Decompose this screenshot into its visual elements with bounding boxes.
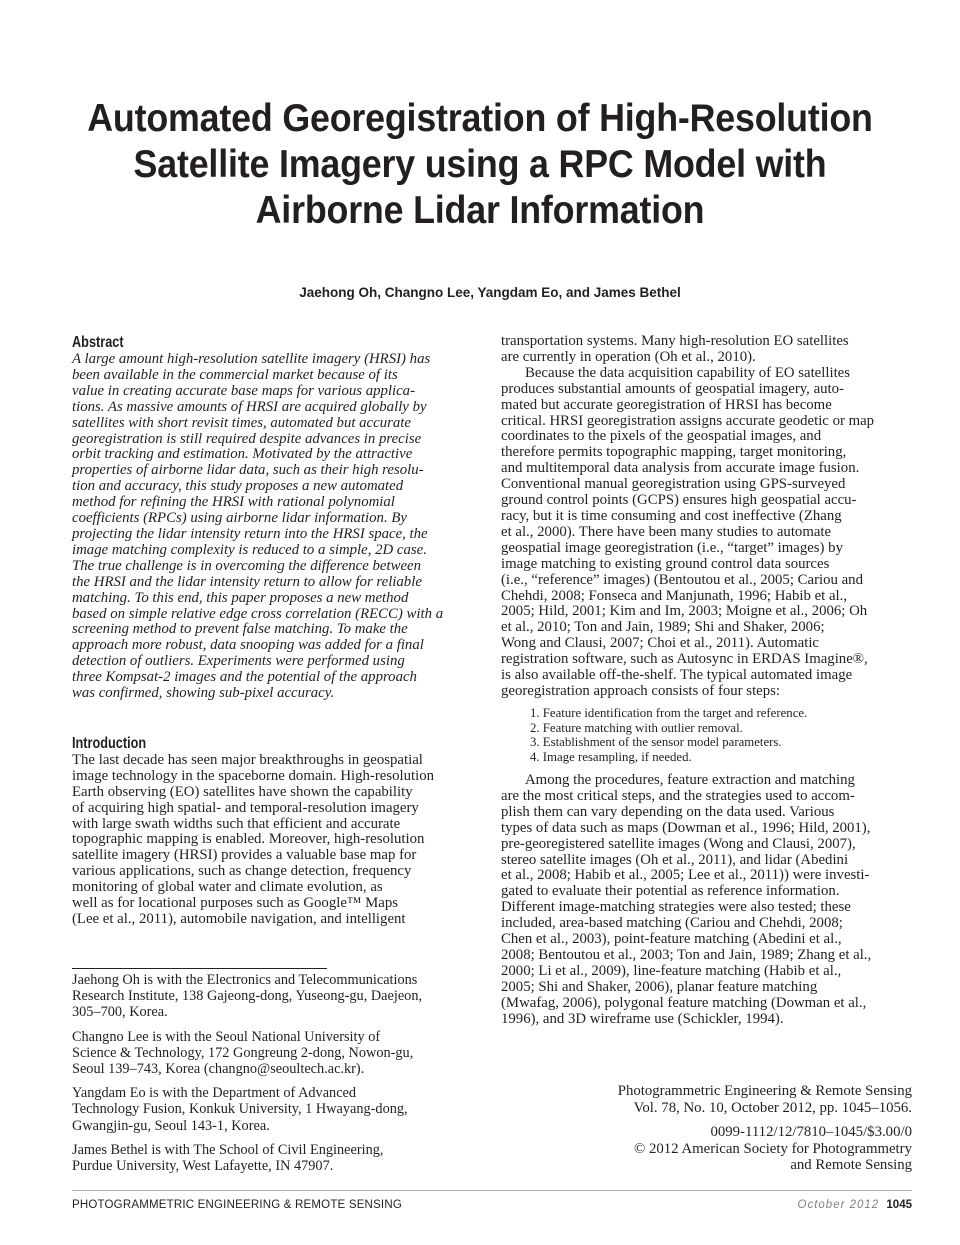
text-line: of acquiring high spatial- and temporal-resolution imagery (72, 799, 419, 816)
footer-journal-name: PHOTOGRAMMETRIC ENGINEERING & REMOTE SENSING (72, 1199, 402, 1211)
abstract-heading: Abstract (72, 334, 124, 351)
text-line: (Lee et al., 2011), automobile navigation, and intelligent (72, 911, 406, 927)
step-item: 1. Feature identification from the target and reference. (530, 705, 808, 720)
text-line: Research Institute, 138 Gajeong-dong, Yuseong-gu, Daejeon, (72, 988, 423, 1005)
text-line: approach more robust, data snooping was added for a final (72, 637, 424, 654)
text-line: is also available off-the-shelf. The typical automated image (501, 667, 853, 684)
text-line: georegistration approach consists of four steps: (501, 682, 781, 699)
text-line: matching. To this end, this paper proposes a new method (72, 589, 409, 606)
title-line: Satellite Imagery using a RPC Model with (133, 143, 827, 186)
step-item: 3. Establishment of the sensor model parameters. (530, 735, 782, 750)
text-line: Jaehong Oh is with the Electronics and Telecommunications (72, 972, 418, 988)
text-line: with large swath widths such that efficient and accurate (72, 815, 401, 832)
text-line: orbit tracking and estimation. Motivated by the attractive (72, 446, 413, 463)
affiliation-note (72, 972, 492, 1021)
text-line: James Bethel is with The School of Civil Engineering, (72, 1141, 384, 1158)
text-line: georegistration is still required despite advances in precise (72, 430, 422, 447)
text-line: Chen et al., 2003), point-feature matching (Abedini et al., (501, 931, 842, 948)
text-line: mated but accurate georegistration of HRSI has become (501, 396, 832, 413)
text-line: was confirmed, showing sub-pixel accuracy. (72, 685, 335, 702)
text-line: 2000; Li et al., 2009), line-feature matching (Habib et al., (501, 962, 842, 979)
text-line: based on simple relative edge cross correlation (RECC) with a (72, 605, 444, 622)
text-line: included, area-based matching (Cariou and Chehdi, 2008; (501, 915, 843, 932)
text-line: the HRSI and the lidar intensity return to allow for reliable (72, 573, 422, 590)
text-line: coordinates to the pixels of the geospatial images, and (501, 428, 822, 445)
text-line: Science & Technology, 172 Gongreung 2-dong, Nowon-gu, (72, 1044, 414, 1061)
abstract-text (72, 352, 480, 702)
right-column (501, 334, 913, 1028)
step-item: 2. Feature matching with outlier removal. (530, 720, 743, 735)
text-line: 1996), and 3D wireframe use (Schickler, 1994). (501, 1010, 784, 1027)
text-line: therefore permits topographic mapping, target monitoring, (501, 444, 847, 461)
introduction-text (72, 753, 480, 928)
text-line: satellite imagery (HRSI) provides a valuable base map for (72, 847, 417, 864)
text-line: three Kompsat-2 images and the potential of the approach (72, 669, 417, 686)
text-line: Photogrammetric Engineering & Remote Sensing (617, 1083, 912, 1099)
journal-info (532, 1083, 912, 1182)
text-line: value in creating accurate base maps for various applica- (72, 382, 416, 399)
text-line: Changno Lee is with the Seoul National University of (72, 1028, 381, 1045)
text-line: satellites with short revisit times, automated but accurate (72, 414, 411, 431)
copyright-info (532, 1124, 912, 1174)
text-line: projecting the lidar intensity return into the HRSI space, the (72, 525, 428, 542)
text-line: racy, but it is time consuming and cost ineffective (Zhang (501, 507, 842, 524)
text-line: been available in the commercial market because of its (72, 366, 398, 383)
text-line: Wong and Clausi, 2007; Choi et al., 2011). Automatic (501, 635, 820, 652)
text-line: (Mwafag, 2006), polygonal feature matching (Dowman et al., (501, 994, 867, 1011)
text-line: image technology in the spaceborne domain. High-resolution (72, 767, 435, 784)
text-line: various applications, such as change detection, frequency (72, 863, 412, 880)
text-line: et al., 2000). There have been many studies to automate (501, 523, 832, 540)
text-line: et al., 2010; Ton and Jain, 1989; Shi and Shaker, 2006; (501, 619, 825, 636)
text-line: (i.e., “reference” images) (Bentoutou et al., 2005; Cariou and (501, 571, 863, 588)
paper-title (71, 96, 889, 234)
text-line: coefficients (RPCs) using airborne lidar information. By (72, 510, 407, 527)
title-line: Automated Georegistration of High-Resolution (87, 97, 873, 140)
text-line: tion and accuracy, this study proposes a new automated (72, 478, 404, 495)
text-line: screening method to prevent false matching. To make the (72, 621, 408, 638)
text-line: plish them can vary depending on the data used. Various (501, 803, 835, 820)
text-line: ground control points (GCPS) ensures high geospatial accu- (501, 492, 857, 509)
text-line: geospatial image georegistration (i.e., “target” images) by (501, 539, 843, 556)
text-line: 2008; Bentoutou et al., 2003; Ton and Jain, 1989; Zhang et al., (501, 947, 872, 963)
text-line: method for refining the HRSI with rational polynomial (72, 494, 395, 511)
text-line: gated to evaluate their potential as reference information. (501, 883, 840, 900)
text-line: produces substantial amounts of geospatial imagery, auto- (501, 380, 844, 397)
citation-info (532, 1083, 912, 1116)
footer-month: October 2012 (797, 1199, 880, 1211)
text-line: A large amount high-resolution satellite imagery (HRSI) has (72, 351, 431, 367)
text-line: Vol. 78, No. 10, October 2012, pp. 1045–1056. (633, 1099, 912, 1116)
text-line: image matching to existing ground control data sources (501, 555, 830, 572)
introduction-heading: Introduction (72, 734, 147, 752)
text-line: registration software, such as Autosync in ERDAS Imagine®, (501, 651, 868, 668)
affiliation-note (72, 1085, 492, 1134)
text-line: monitoring of global water and climate evolution, as (72, 879, 383, 896)
page-number: 1045 (886, 1199, 912, 1211)
text-line: Earth observing (EO) satellites have shown the capability (72, 783, 413, 800)
text-line: pre-georegistered satellite images (Wong and Clausi, 2007), (501, 835, 856, 852)
left-column (72, 334, 480, 928)
text-line: properties of airborne lidar data, such as their high resolu- (72, 462, 424, 479)
text-line: and Remote Sensing (790, 1157, 912, 1173)
affiliation-note (72, 1029, 492, 1078)
text-line: are currently in operation (Oh et al., 2010). (501, 348, 756, 365)
title-line: Airborne Lidar Information (255, 189, 705, 232)
text-line: © 2012 American Society for Photogrammetry (634, 1140, 912, 1157)
text-line: Purdue University, West Lafayette, IN 47907. (72, 1158, 334, 1175)
text-line: well as for locational purposes such as Google™ Maps (72, 895, 398, 912)
text-line: transportation systems. Many high-resolution EO satellites (501, 333, 849, 349)
footnote-divider (72, 968, 327, 969)
text-line: are the most critical steps, and the strategies used to accom- (501, 787, 855, 804)
text-line: Conventional manual georegistration using GPS-surveyed (501, 476, 846, 493)
author-affiliations (72, 972, 492, 1182)
text-line: Because the data acquisition capability of EO satellites (525, 364, 851, 381)
author-list: Jaehong Oh, Changno Lee, Yangdam Eo, and James Bethel (299, 285, 681, 300)
steps-list (501, 706, 913, 765)
footer-page-info (798, 1199, 912, 1211)
step-item: 4. Image resampling, if needed. (530, 750, 692, 765)
text-line: Chehdi, 2008; Fonseca and Manjunath, 1996; Habib et al., (501, 587, 848, 604)
text-line: et al., 2008; Habib et al., 2005; Lee et al., 2011)) were investi- (501, 867, 870, 884)
text-line: critical. HRSI georegistration assigns accurate geodetic or map (501, 412, 875, 429)
text-line: The true challenge is in overcoming the difference between (72, 557, 421, 574)
text-line: image matching complexity is reduced to a simple, 2D case. (72, 541, 427, 558)
text-line: Among the procedures, feature extraction and matching (525, 772, 855, 789)
text-line: 0099-1112/12/7810–1045/$3.00/0 (710, 1124, 912, 1140)
text-line: tions. As massive amounts of HRSI are acquired globally by (72, 398, 427, 415)
text-line: types of data such as maps (Dowman et al., 1996; Hild, 2001), (501, 819, 871, 836)
text-line: Different image-matching strategies were also tested; these (501, 899, 851, 916)
text-line: Technology Fusion, Konkuk University, 1 Hwayang-dong, (72, 1101, 408, 1118)
text-line: 2005; Hild, 2001; Kim and Im, 2003; Moigne et al., 2006; Oh (501, 603, 868, 620)
text-line: Seoul 139–743, Korea (changno@seoultech.ac.kr). (72, 1061, 365, 1078)
paragraph (501, 773, 913, 1028)
text-line: 305–700, Korea. (72, 1004, 168, 1021)
affiliation-note (72, 1142, 492, 1174)
paragraph (501, 366, 913, 700)
text-line: 2005; Shi and Shaker, 2006), planar feature matching (501, 978, 818, 995)
text-line: stereo satellite images (Oh et al., 2011), and lidar (Abedini (501, 851, 849, 868)
paragraph (501, 334, 913, 366)
text-line: topographic mapping is enabled. Moreover, high-resolution (72, 831, 425, 848)
text-line: The last decade has seen major breakthroughs in geospatial (72, 751, 423, 768)
text-line: Yangdam Eo is with the Department of Advanced (72, 1085, 357, 1102)
footer-divider (72, 1190, 912, 1191)
text-line: Gwangjin-gu, Seoul 143-1, Korea. (72, 1117, 270, 1134)
text-line: and multitemporal data analysis from accurate image fusion. (501, 460, 860, 477)
text-line: detection of outliers. Experiments were performed using (72, 653, 405, 670)
